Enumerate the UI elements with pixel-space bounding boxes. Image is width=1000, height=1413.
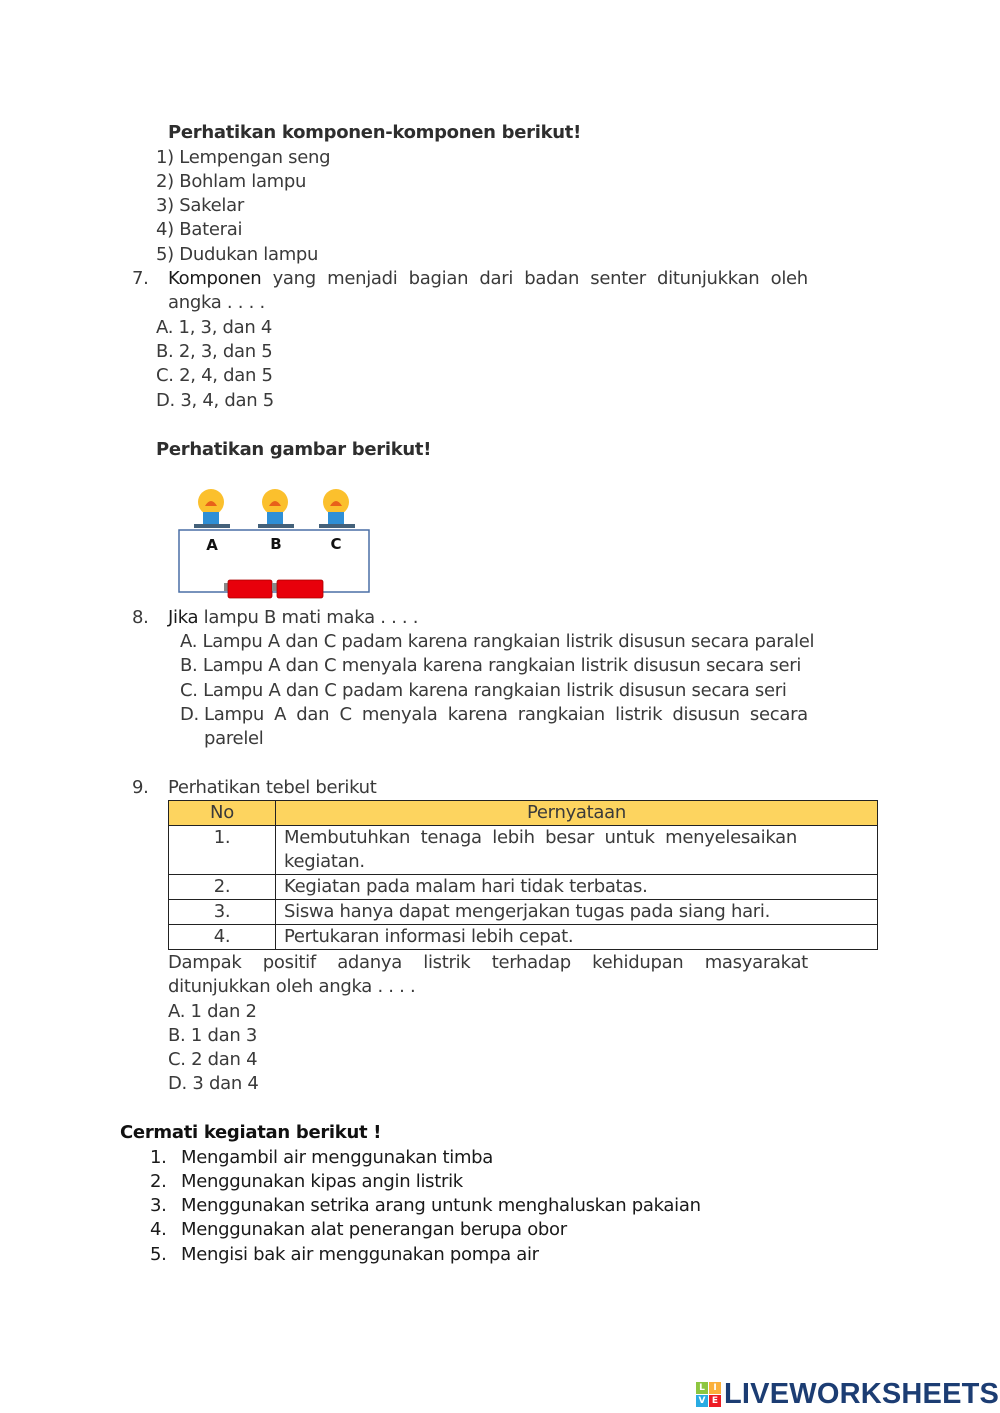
prompt-word: terhadap bbox=[491, 952, 571, 973]
live-blocks-icon bbox=[696, 1382, 721, 1407]
lamp-a-icon bbox=[194, 489, 230, 528]
stem-text: lampu B mati maka . . . . bbox=[203, 607, 419, 628]
section-heading-picture: Perhatikan gambar berikut! bbox=[156, 439, 432, 460]
question-7-stem-line1 bbox=[168, 267, 808, 291]
option-word: Lampu bbox=[204, 704, 264, 725]
stem-word: Komponen bbox=[168, 268, 262, 289]
circuit-diagram bbox=[170, 484, 380, 602]
prompt-word: listrik bbox=[423, 952, 471, 973]
row-statement bbox=[276, 826, 878, 875]
option-word: menyala bbox=[361, 704, 438, 725]
option-word: disusun bbox=[672, 704, 740, 725]
logo-text: LIVEWORKSHEETS bbox=[724, 1378, 1000, 1410]
stem-word: bagian bbox=[408, 268, 469, 289]
row-statement: Siswa hanya dapat mengerjakan tugas pada siang hari. bbox=[276, 900, 878, 925]
stem-word: Jika bbox=[168, 607, 199, 628]
row-number: 4. bbox=[169, 925, 276, 950]
row-statement: Pertukaran informasi lebih cepat. bbox=[276, 925, 878, 950]
answer-option[interactable]: B. Lampu A dan C menyala karena rangkaian listrik disusun secara seri bbox=[180, 655, 802, 676]
prompt-word: kehidupan bbox=[592, 952, 684, 973]
answer-option[interactable]: D. 3, 4, dan 5 bbox=[156, 390, 274, 411]
activity-number: 3. bbox=[150, 1195, 167, 1216]
prompt-word: masyarakat bbox=[704, 952, 808, 973]
answer-option[interactable]: A. 1 dan 2 bbox=[168, 1001, 257, 1022]
lamp-c-icon bbox=[319, 489, 355, 528]
stem-word: dari bbox=[479, 268, 514, 289]
column-header-statement: Pernyataan bbox=[276, 801, 878, 826]
logo-block: L bbox=[696, 1382, 708, 1394]
component-item: 1) Lempengan seng bbox=[156, 147, 331, 168]
svg-text:C: C bbox=[330, 535, 342, 553]
prompt-word: Dampak bbox=[168, 952, 242, 973]
table-header-row bbox=[169, 801, 878, 826]
prompt-word: adanya bbox=[337, 952, 402, 973]
section-heading-activities: Cermati kegiatan berikut ! bbox=[120, 1122, 382, 1143]
stem-word: menjadi bbox=[327, 268, 398, 289]
statement-word: Membutuhkan bbox=[284, 827, 411, 848]
statement-word: besar bbox=[545, 827, 594, 848]
answer-option[interactable]: B. 2, 3, dan 5 bbox=[156, 341, 273, 362]
statement-table bbox=[168, 800, 878, 950]
activity-item: Menggunakan kipas angin listrik bbox=[181, 1171, 463, 1192]
component-item: 4) Baterai bbox=[156, 219, 243, 240]
option-word: dan bbox=[296, 704, 330, 725]
question-number: 8. bbox=[132, 607, 149, 628]
series-circuit-illustration bbox=[170, 484, 380, 602]
answer-option[interactable]: A. 1, 3, dan 4 bbox=[156, 317, 273, 338]
activity-item: Menggunakan setrika arang untunk menghaluskan pakaian bbox=[181, 1195, 701, 1216]
option-word: A bbox=[274, 704, 287, 725]
option-word: secara bbox=[749, 704, 808, 725]
row-number: 3. bbox=[169, 900, 276, 925]
statement-word: untuk bbox=[604, 827, 655, 848]
activity-number: 4. bbox=[150, 1219, 167, 1240]
question-9-stem: Perhatikan tebel berikut bbox=[168, 777, 377, 798]
component-item: 5) Dudukan lampu bbox=[156, 244, 319, 265]
answer-option[interactable]: B. 1 dan 3 bbox=[168, 1025, 258, 1046]
logo-block: I bbox=[709, 1382, 721, 1394]
statement-word: menyelesaikan bbox=[665, 827, 797, 848]
svg-text:A: A bbox=[206, 536, 218, 554]
answer-option-label[interactable]: D. bbox=[180, 704, 199, 725]
logo-block: V bbox=[696, 1395, 708, 1407]
svg-text:B: B bbox=[270, 535, 282, 553]
stem-word: oleh bbox=[770, 268, 808, 289]
table-row bbox=[169, 900, 878, 925]
question-number: 7. bbox=[132, 268, 149, 289]
answer-option[interactable]: C. Lampu A dan C padam karena rangkaian listrik disusun secara seri bbox=[180, 680, 787, 701]
stem-word: ditunjukkan bbox=[657, 268, 760, 289]
answer-option-d-line2[interactable]: parelel bbox=[204, 728, 264, 749]
question-9-prompt-line2: ditunjukkan oleh angka . . . . bbox=[168, 976, 416, 997]
table-row bbox=[169, 826, 878, 875]
activity-number: 1. bbox=[150, 1147, 167, 1168]
answer-option[interactable]: D. 3 dan 4 bbox=[168, 1073, 259, 1094]
activity-number: 5. bbox=[150, 1244, 167, 1265]
option-word: C bbox=[339, 704, 352, 725]
battery-icon bbox=[224, 580, 323, 598]
statement-line2: kegiatan. bbox=[284, 851, 365, 872]
row-number: 2. bbox=[169, 875, 276, 900]
activity-number: 2. bbox=[150, 1171, 167, 1192]
option-word: rangkaian bbox=[517, 704, 605, 725]
statement-line1 bbox=[284, 826, 797, 850]
answer-option[interactable]: C. 2 dan 4 bbox=[168, 1049, 258, 1070]
prompt-word: positif bbox=[262, 952, 316, 973]
activity-item: Mengambil air menggunakan timba bbox=[181, 1147, 494, 1168]
answer-option[interactable]: C. 2, 4, dan 5 bbox=[156, 365, 273, 386]
liveworksheets-logo[interactable] bbox=[696, 1378, 999, 1411]
table-row bbox=[169, 875, 878, 900]
question-9-prompt-line1 bbox=[168, 951, 808, 975]
row-number: 1. bbox=[169, 826, 276, 875]
row-statement: Kegiatan pada malam hari tidak terbatas. bbox=[276, 875, 878, 900]
activity-item: Menggunakan alat penerangan berupa obor bbox=[181, 1219, 567, 1240]
option-word: karena bbox=[447, 704, 508, 725]
stem-word: senter bbox=[590, 268, 646, 289]
stem-word: badan bbox=[524, 268, 580, 289]
activity-item: Mengisi bak air menggunakan pompa air bbox=[181, 1244, 539, 1265]
stem-word: yang bbox=[272, 268, 316, 289]
logo-block: E bbox=[709, 1395, 721, 1407]
column-header-no: No bbox=[169, 801, 276, 826]
option-word: listrik bbox=[615, 704, 663, 725]
question-number: 9. bbox=[132, 777, 149, 798]
answer-option-d-line1[interactable] bbox=[204, 703, 808, 727]
component-item: 2) Bohlam lampu bbox=[156, 171, 307, 192]
table-row bbox=[169, 925, 878, 950]
question-8-stem bbox=[168, 606, 418, 630]
question-7-stem-line2: angka . . . . bbox=[168, 292, 265, 313]
answer-option[interactable]: A. Lampu A dan C padam karena rangkaian listrik disusun secara paralel bbox=[180, 631, 815, 652]
section-heading-components: Perhatikan komponen-komponen berikut! bbox=[168, 122, 581, 143]
lamp-b-icon bbox=[258, 489, 294, 528]
component-item: 3) Sakelar bbox=[156, 195, 244, 216]
statement-word: lebih bbox=[492, 827, 535, 848]
statement-word: tenaga bbox=[420, 827, 482, 848]
